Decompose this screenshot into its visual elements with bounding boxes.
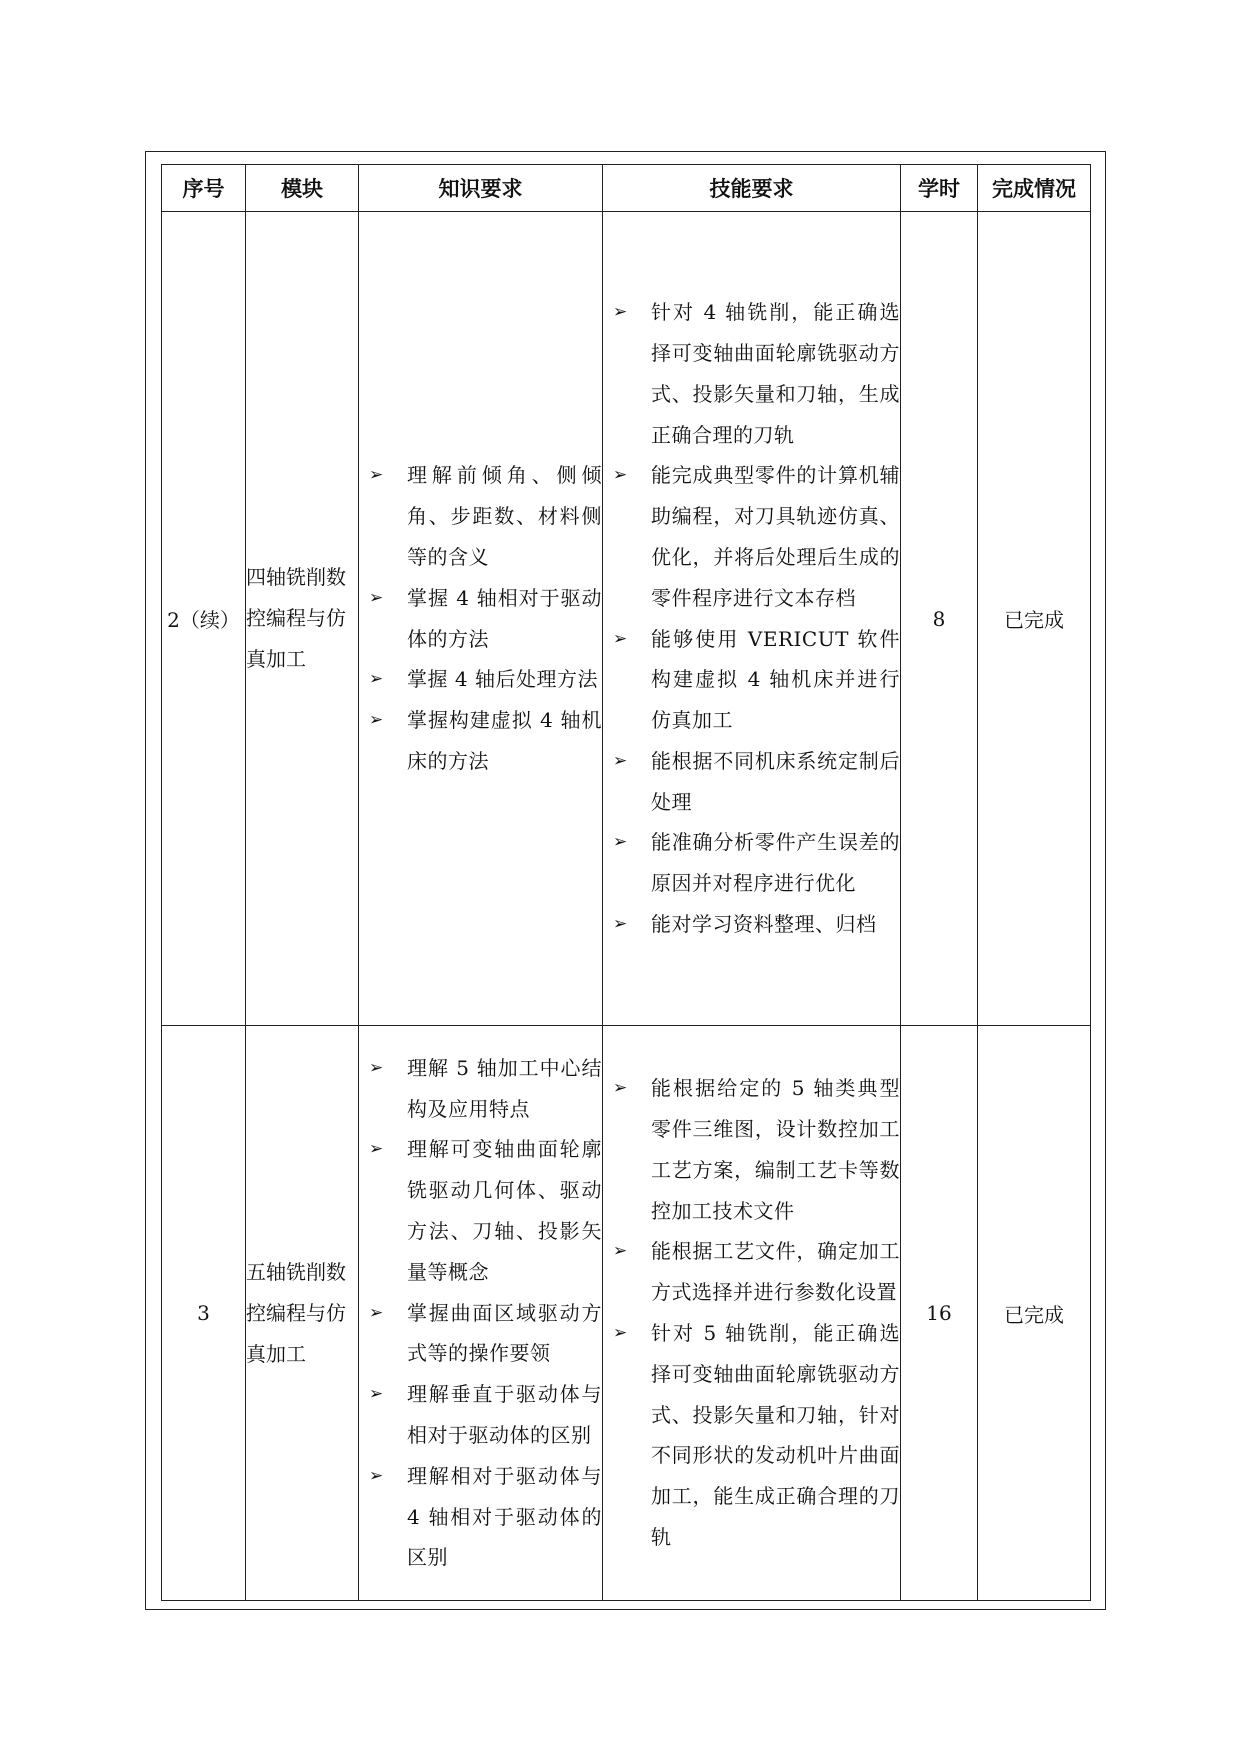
list-item bbox=[603, 741, 900, 823]
list-item-text: 针对 4 轴铣削，能正确选择可变轴曲面轮廓铣驱动方式、投影矢量和刀轴，生成正确合理的刀轨 bbox=[651, 300, 900, 447]
list-item-text: 掌握构建虚拟 4 轴机床的方法 bbox=[407, 708, 602, 773]
list-item-text: 理解前倾角、侧倾角、步距数、材料侧等的含义 bbox=[407, 463, 602, 569]
bullet-arrow-icon: ➢ bbox=[613, 1078, 628, 1099]
list-item bbox=[603, 1231, 900, 1313]
list-item-text: 理解垂直于驱动体与相对于驱动体的区别 bbox=[407, 1382, 602, 1447]
bullet-arrow-icon: ➢ bbox=[369, 1139, 384, 1160]
bullet-arrow-icon: ➢ bbox=[613, 750, 628, 771]
list-item bbox=[359, 1456, 602, 1578]
list-item-text: 能对学习资料整理、归档 bbox=[651, 912, 877, 937]
list-item bbox=[359, 1374, 602, 1456]
bullet-arrow-icon: ➢ bbox=[369, 1384, 384, 1405]
bullet-arrow-icon: ➢ bbox=[613, 302, 628, 323]
list-item bbox=[359, 1129, 602, 1292]
skills-list bbox=[603, 1068, 900, 1558]
row-knowledge bbox=[359, 212, 603, 1026]
header-skills: 技能要求 bbox=[603, 165, 901, 212]
bullet-arrow-icon: ➢ bbox=[369, 710, 384, 731]
bullet-arrow-icon: ➢ bbox=[369, 1057, 384, 1078]
list-item bbox=[359, 578, 602, 660]
row-status: 已完成 bbox=[978, 1026, 1091, 1601]
list-item-text: 能根据给定的 5 轴类典型零件三维图，设计数控加工工艺方案，编制工艺卡等数控加工技术文件 bbox=[651, 1076, 900, 1223]
list-item bbox=[603, 292, 900, 455]
row-status: 已完成 bbox=[978, 212, 1091, 1026]
row-hours: 8 bbox=[901, 212, 978, 1026]
knowledge-list bbox=[359, 455, 602, 781]
header-index: 序号 bbox=[162, 165, 246, 212]
header-row bbox=[162, 165, 1091, 212]
list-item-text: 理解相对于驱动体与 4 轴相对于驱动体的区别 bbox=[407, 1463, 602, 1570]
bullet-arrow-icon: ➢ bbox=[369, 1302, 384, 1323]
list-item bbox=[359, 1293, 602, 1375]
bullet-arrow-icon: ➢ bbox=[369, 465, 384, 486]
header-module: 模块 bbox=[246, 165, 359, 212]
row-knowledge bbox=[359, 1026, 603, 1601]
course-table bbox=[161, 164, 1091, 1601]
list-item bbox=[603, 1068, 900, 1231]
list-item-text: 能准确分析零件产生误差的原因并对程序进行优化 bbox=[651, 830, 900, 896]
list-item-text: 针对 5 轴铣削，能正确选择可变轴曲面轮廓铣驱动方式、投影矢量和刀轴，针对不同形状的发动机叶片曲面加工，能生成正确合理的刀轨 bbox=[651, 1321, 900, 1549]
list-item-text: 理解 5 轴加工中心结构及应用特点 bbox=[407, 1055, 602, 1121]
list-item bbox=[359, 700, 602, 782]
list-item bbox=[359, 455, 602, 577]
bullet-arrow-icon: ➢ bbox=[613, 1323, 628, 1343]
list-item bbox=[603, 455, 900, 618]
table-row bbox=[162, 212, 1091, 1026]
list-item-text: 能够使用 VERICUT 软件构建虚拟 4 轴机床并进行仿真加工 bbox=[651, 626, 900, 733]
row-module: 四轴铣削数控编程与仿真加工 bbox=[246, 212, 359, 1026]
row-index: 2（续） bbox=[162, 212, 246, 1026]
list-item bbox=[359, 1048, 602, 1130]
bullet-arrow-icon: ➢ bbox=[613, 1241, 628, 1262]
header-knowledge: 知识要求 bbox=[359, 165, 603, 212]
list-item bbox=[603, 822, 900, 904]
row-module: 五轴铣削数控编程与仿真加工 bbox=[246, 1026, 359, 1601]
bullet-arrow-icon: ➢ bbox=[369, 1465, 384, 1486]
list-item-text: 能完成典型零件的计算机辅助编程，对刀具轨迹仿真、优化，并将后处理后生成的零件程序进行文本存档 bbox=[651, 463, 900, 610]
list-item-text: 掌握 4 轴相对于驱动体的方法 bbox=[407, 585, 602, 651]
header-hours: 学时 bbox=[901, 165, 978, 212]
skills-list bbox=[603, 292, 900, 945]
list-item-text: 能根据不同机床系统定制后处理 bbox=[651, 748, 900, 814]
bullet-arrow-icon: ➢ bbox=[369, 669, 384, 690]
list-item bbox=[359, 659, 602, 700]
row-skills bbox=[603, 212, 901, 1026]
list-item bbox=[603, 904, 900, 945]
row-hours: 16 bbox=[901, 1026, 978, 1601]
bullet-arrow-icon: ➢ bbox=[369, 587, 384, 608]
table-row bbox=[162, 1026, 1091, 1601]
bullet-arrow-icon: ➢ bbox=[613, 465, 628, 486]
bullet-arrow-icon: ➢ bbox=[613, 914, 628, 935]
bullet-arrow-icon: ➢ bbox=[613, 628, 628, 649]
row-skills bbox=[603, 1026, 901, 1601]
list-item bbox=[603, 1313, 900, 1558]
header-status: 完成情况 bbox=[978, 165, 1091, 212]
bullet-arrow-icon: ➢ bbox=[613, 832, 628, 853]
list-item-text: 能根据工艺文件，确定加工方式选择并进行参数化设置 bbox=[651, 1239, 900, 1305]
list-item bbox=[603, 619, 900, 741]
knowledge-list bbox=[359, 1048, 602, 1578]
row-index: 3 bbox=[162, 1026, 246, 1601]
list-item-text: 理解可变轴曲面轮廓铣驱动几何体、驱动方法、刀轴、投影矢量等概念 bbox=[407, 1137, 602, 1284]
list-item-text: 掌握 4 轴后处理方法 bbox=[407, 667, 598, 692]
list-item-text: 掌握曲面区域驱动方式等的操作要领 bbox=[407, 1300, 602, 1366]
